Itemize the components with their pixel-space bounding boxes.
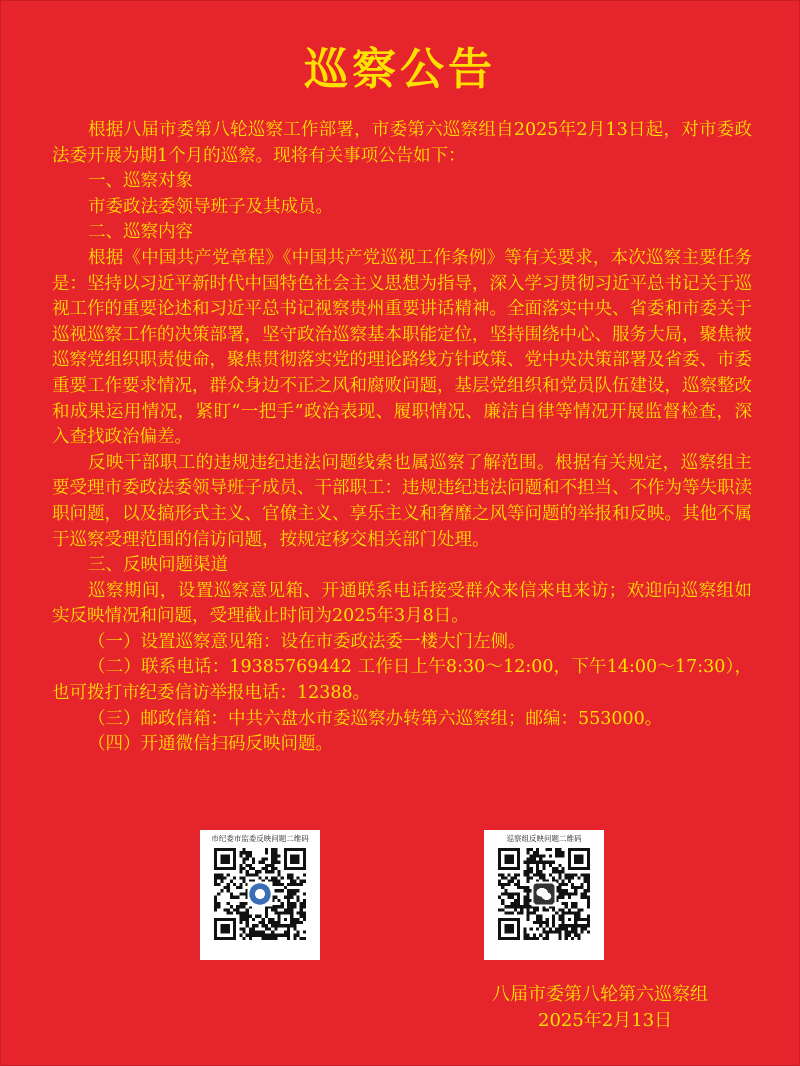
qr-card-inspection[interactable] bbox=[484, 830, 604, 960]
signature-date: 2025年2月13日 bbox=[538, 1010, 673, 1031]
section-heading-content: 二、巡察内容 bbox=[88, 222, 193, 243]
qr-caption: 市纪委市监委反映问题二维码 bbox=[211, 834, 309, 843]
channel-wechat: （四）开通微信扫码反映问题。 bbox=[88, 734, 333, 755]
channel-phone: （二）联系电话：19385769442 工作日上午8:30～12:00，下午14:00～17:30），也可拨打市纪委信访举报电话：12388。 bbox=[52, 657, 752, 704]
section-heading-target: 一、巡察对象 bbox=[88, 171, 193, 192]
channel-mailbox: （一）设置巡察意见箱：设在市委政法委一楼大门左侧。 bbox=[88, 631, 526, 652]
qr-caption: 巡察组反映问题二维码 bbox=[506, 834, 582, 843]
target-paragraph: 市委政法委领导班子及其成员。 bbox=[88, 196, 333, 217]
qr-code-icon bbox=[498, 848, 590, 940]
wechat-icon bbox=[531, 881, 556, 906]
channels-paragraph: 巡察期间，设置巡察意见箱、开通联系电话接受群众来信来电来访；欢迎向巡察组如实反映情况和问题，受理截止时间为2025年3月8日。 bbox=[52, 580, 752, 627]
emblem-icon bbox=[247, 881, 272, 906]
notice-body bbox=[52, 118, 752, 758]
qr-card-discipline[interactable] bbox=[200, 830, 320, 960]
intro-paragraph: 根据八届市委第八轮巡察工作部署，市委第六巡察组自2025年2月13日起，对市委政法委开展为期1个月的巡察。现将有关事项公告如下： bbox=[52, 120, 752, 166]
content-paragraph: 根据《中国共产党章程》《中国共产党巡视工作条例》等有关要求，本次巡察主要任务是：坚持以习近平新时代中国特色社会主义思想为指导，深入学习贯彻习近平总书记关于巡视工作的重要论述和习近平总书记视察贵州重要讲话精神。全面落实中央、省委和市委关于巡视巡察工作的决策部署，坚守政治巡察基本职能定位，坚持围绕中心、服务大局，聚焦被巡察党组织职责使命，聚焦贯彻落实党的理论路线方针政策、党中央决策部署及省委、市委重要工作要求情况，群众身边不正之风和腐败问题，基层党组织和党员队伍建设，巡察整改和成果运用情况，紧盯“一把手”政治表现、履职情况、廉洁自律等情况开展监督检查，深入查找政治偏差。 bbox=[52, 247, 752, 448]
channel-post: （三）邮政信箱：中共六盘水市委巡察办转第六巡察组；邮编：553000。 bbox=[88, 708, 663, 729]
signature-organization: 八届市委第八轮第六巡察组 bbox=[492, 984, 708, 1005]
section-heading-channels: 三、反映问题渠道 bbox=[88, 555, 228, 576]
qr-code-icon bbox=[214, 848, 306, 940]
notice-title: 巡察公告 bbox=[304, 44, 496, 95]
scope-paragraph: 反映干部职工的违规违纪违法问题线索也属巡察了解范围。根据有关规定，巡察组主要受理市委政法委领导班子成员、干部职工：违规违纪违法问题和不担当、不作为等失职渎职问题，以及搞形式主义、官僚主义、享乐主义和奢靡之风等问题的举报和反映。其他不属于巡察受理范围的信访问题，按规定移交相关部门处理。 bbox=[52, 452, 752, 550]
